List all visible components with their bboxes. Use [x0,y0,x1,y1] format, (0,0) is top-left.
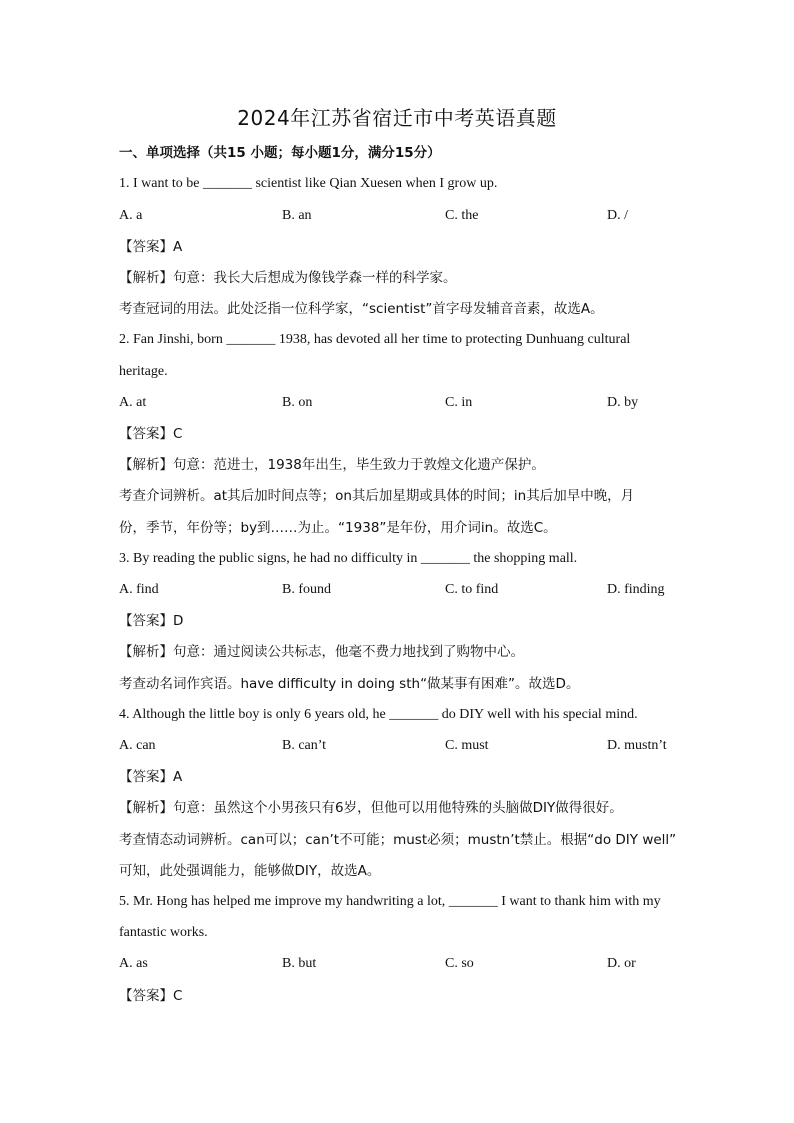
option-c: C. so [445,956,474,971]
analysis-line: 考查情态动词辨析。can可以；can’t不可能；must必须；mustn’t禁止。根据“do DIY well” [119,832,677,848]
answer-label: 【答案】D [119,613,184,629]
question-stem: 3. By reading the public signs, he had no difficulty in _______ the shopping mall. [119,551,578,566]
option-b: B. but [282,956,317,971]
option-b: B. an [282,208,312,223]
option-d: D. finding [607,582,665,597]
question-stem: 1. I want to be _______ scientist like Qian Xuesen when I grow up. [119,176,498,191]
answer-label: 【答案】C [119,988,183,1004]
analysis-line: 【解析】句意：我长大后想成为像钱学森一样的科学家。 [119,270,457,286]
option-c: C. in [445,395,473,410]
analysis-line: 可知，此处强调能力，能够做DIY，故选A。 [119,863,381,879]
question-stem: 2. Fan Jinshi, born _______ 1938, has devoted all her time to protecting Dunhuang cultural [119,332,631,347]
analysis-line: 考查冠词的用法。此处泛指一位科学家，“scientist”首字母发辅音音素，故选A。 [119,301,604,317]
section-heading: 一、单项选择（共15 小题；每小题1分，满分15分） [119,145,441,161]
option-b: B. on [282,395,313,410]
answer-label: 【答案】A [119,769,183,785]
option-a: A. find [119,582,159,597]
option-a: A. as [119,956,148,971]
question-stem-continued: heritage. [119,364,168,379]
option-c: C. to find [445,582,499,597]
option-c: C. the [445,208,479,223]
question-stem-continued: fantastic works. [119,925,208,940]
option-a: A. can [119,738,156,753]
question-stem: 5. Mr. Hong has helped me improve my handwriting a lot, _______ I want to thank him with my [119,894,661,909]
option-c: C. must [445,738,489,753]
option-a: A. a [119,208,143,223]
analysis-line: 考查动名词作宾语。have difficulty in doing sth“做某事有困难”。故选D。 [119,676,580,692]
analysis-line: 【解析】句意：通过阅读公共标志，他毫不费力地找到了购物中心。 [119,644,524,660]
option-b: B. can’t [282,738,327,753]
answer-label: 【答案】C [119,426,183,442]
analysis-line: 【解析】句意：虽然这个小男孩只有6岁，但他可以用他特殊的头脑做DIY做得很好。 [119,800,623,816]
analysis-line: 份，季节，年份等；by到……为止。“1938”是年份，用介词in。故选C。 [119,520,557,536]
option-d: D. / [607,208,628,223]
option-d: D. mustn’t [607,738,667,753]
analysis-line: 【解析】句意：范进士，1938年出生，毕生致力于敦煌文化遗产保护。 [119,457,545,473]
doc-title: 2024年江苏省宿迁市中考英语真题 [237,106,557,130]
option-d: D. or [607,956,636,971]
option-d: D. by [607,395,639,410]
option-a: A. at [119,395,147,410]
question-stem: 4. Although the little boy is only 6 years old, he _______ do DIY well with his special mind. [119,707,638,722]
option-b: B. found [282,582,331,597]
answer-label: 【答案】A [119,239,183,255]
analysis-line: 考查介词辨析。at其后加时间点等；on其后加星期或具体的时间；in其后加早中晚，月 [119,488,635,504]
